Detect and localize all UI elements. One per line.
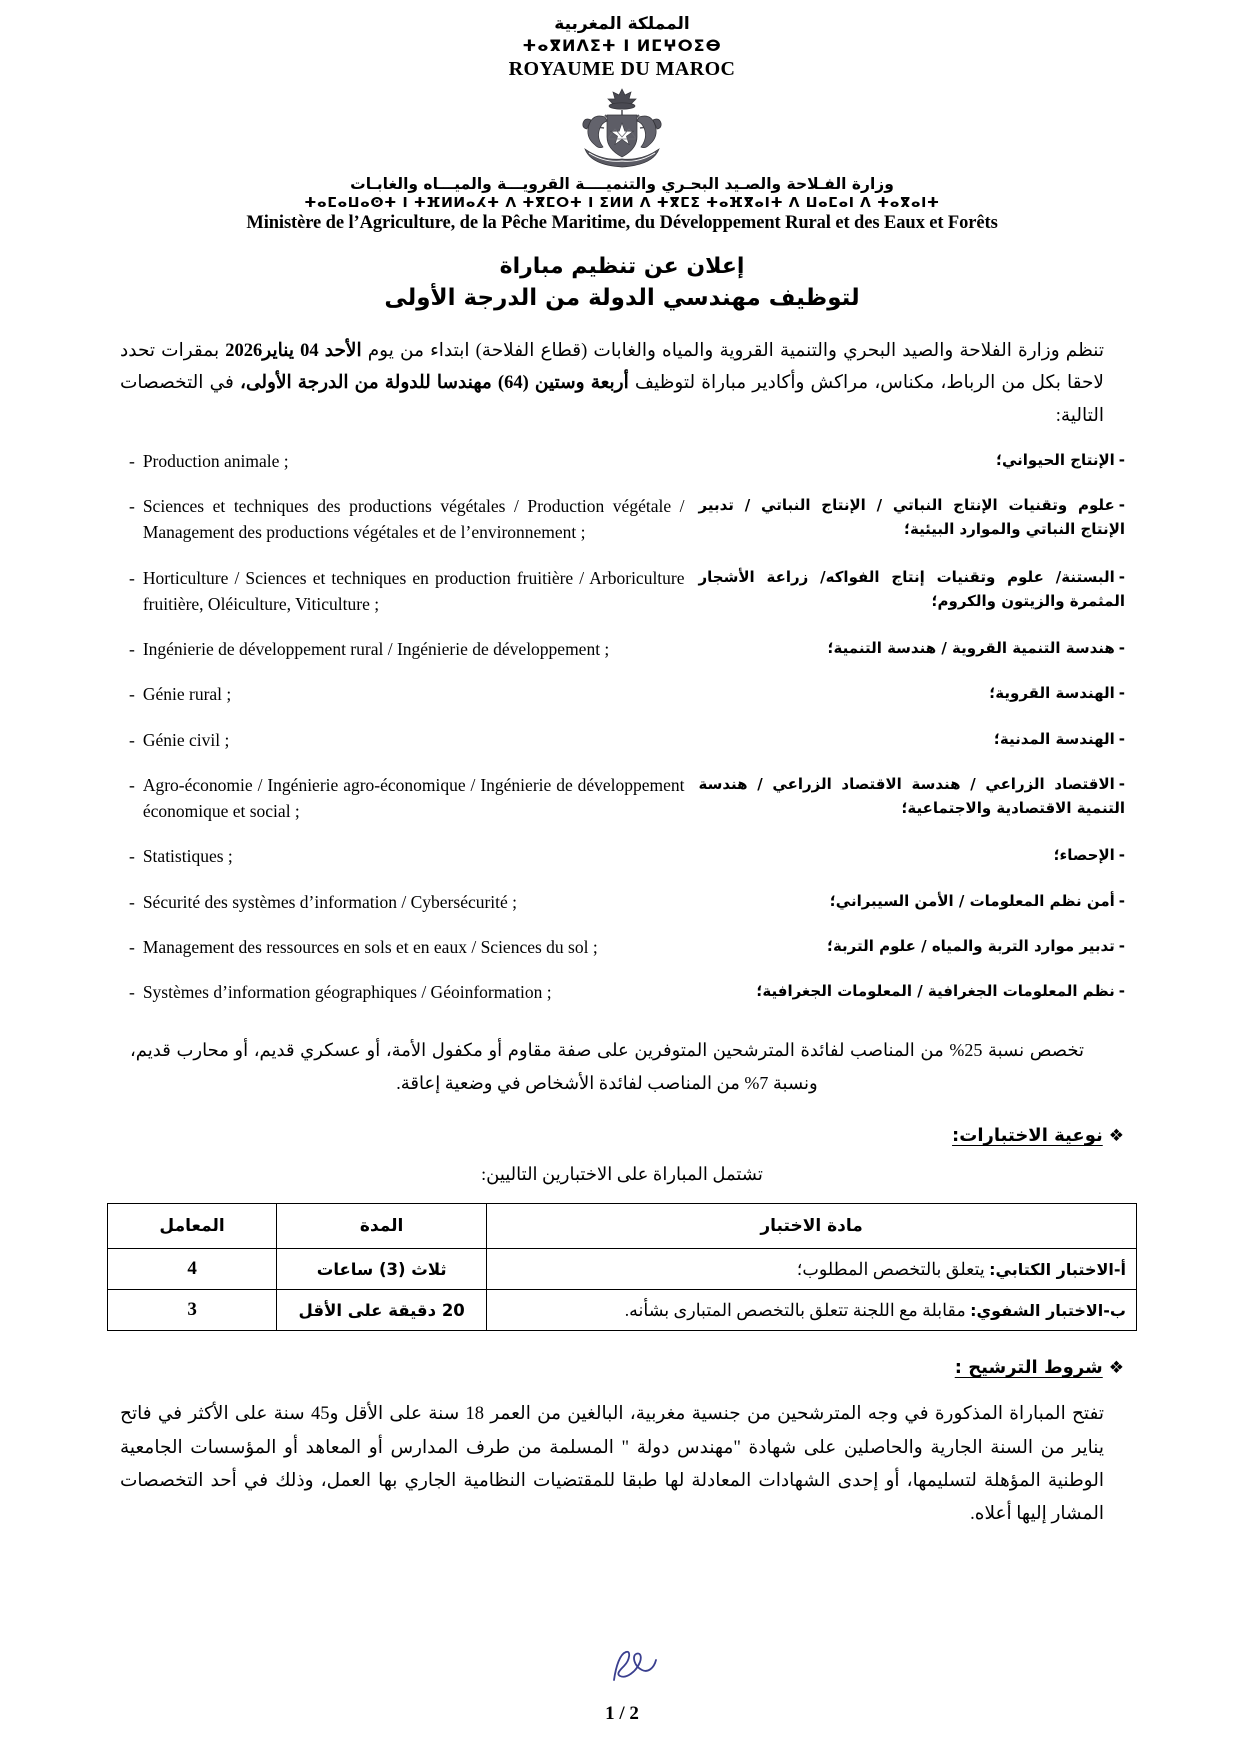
specialization-french — [111, 565, 695, 637]
specialization-row — [111, 889, 1133, 934]
cell-duration: 20 دقيقة على الأقل — [277, 1290, 487, 1331]
list-dash: - — [129, 450, 135, 471]
specialization-french — [111, 727, 695, 772]
exam-label: أ-الاختبار الكتابي: — [989, 1259, 1126, 1279]
specialization-french — [111, 493, 695, 565]
list-dash: - — [129, 982, 135, 1003]
specialization-arabic-text: البستنة/ علوم وتقنيات إنتاج الفواكه/ زراعة الأشجار المثمرة والزيتون والكروم؛ — [698, 567, 1125, 610]
table-row — [108, 1249, 1137, 1290]
specialization-arabic-text: هندسة التنمية القروية / هندسة التنمية؛ — [827, 639, 1115, 658]
specialization-arabic-text: علوم وتقنيات الإنتاج النباتي / الإنتاج النباتي / تدبير الإنتاج النباتي والموارد البيئية؛ — [698, 496, 1125, 539]
list-dash: - — [1118, 936, 1125, 955]
specialization-arabic — [695, 727, 1133, 772]
list-dash: - — [1118, 567, 1125, 586]
specialization-arabic-text: الإنتاج الحيواني؛ — [995, 450, 1115, 469]
list-dash: - — [1118, 729, 1125, 748]
list-dash: - — [129, 774, 135, 795]
specialization-row — [111, 565, 1133, 637]
specialization-french-text: Statistiques ; — [142, 846, 233, 867]
list-dash: - — [1118, 891, 1125, 910]
document-header — [0, 0, 1244, 234]
specialization-arabic — [695, 772, 1133, 844]
specialization-arabic-text: أمن نظم المعلومات / الأمن السيبراني؛ — [829, 891, 1115, 910]
cell-subject — [487, 1249, 1137, 1290]
specialization-french-text: Management des ressources en sols et en eaux / Sciences du sol ; — [142, 936, 598, 957]
specialization-french-text: Génie rural ; — [142, 684, 232, 705]
specialization-row — [111, 772, 1133, 844]
specialization-arabic-text: الهندسة المدنية؛ — [993, 729, 1115, 748]
specialization-arabic — [695, 979, 1133, 1024]
list-dash: - — [129, 639, 135, 660]
cell-coefficient: 3 — [108, 1290, 277, 1331]
specialization-french-text: Systèmes d’information géographiques / Géoinformation ; — [142, 982, 552, 1003]
exam-description: مقابلة مع اللجنة تتعلق بالتخصص المتبارى بشأنه. — [624, 1299, 971, 1320]
intro-date-bold: الأحد 04 يناير2026 — [225, 340, 362, 361]
specialization-row — [111, 979, 1133, 1024]
header-duration: المدة — [277, 1204, 487, 1249]
specialization-arabic — [695, 934, 1133, 979]
specialization-row — [111, 493, 1133, 565]
conditions-paragraph: تفتح المباراة المذكورة في وجه المترشحين من جنسية مغربية، البالغين من العمر 18 سنة على الأقل و45 سنة على الأكثر في فاتح يناير من السنة الجارية والحاصلين على شهادة "مهندس دولة " المسلمة من طرف المدارس أو المعاهد أو المؤسسات الجامعية الوطنية المؤهلة لتسليمها، أو إحدى الشهادات المعادلة لها طبقا للمقتضيات النظامية الجاري بها العمل، وذلك في أحد التخصصات المشار إليها أعلاه. — [120, 1404, 1104, 1525]
conditions-heading-text: شروط الترشيح : — [954, 1357, 1103, 1379]
specialization-french — [111, 681, 695, 726]
specialization-french-text: Horticulture / Sciences et techniques en production fruitière / Arboriculture fruitière, Oléiculture, Viticulture ; — [142, 567, 685, 614]
specialization-french-text: Génie civil ; — [142, 729, 230, 750]
specialization-french — [111, 636, 695, 681]
ministry-name-arabic: وزارة الفـلاحة والصـيد البحـري والتنميــــة القرويـــة والميـــاه والغابـات — [350, 174, 894, 193]
list-dash: - — [1118, 846, 1125, 865]
exams-table — [107, 1203, 1137, 1331]
ministry-name-french: Ministère de l’Agriculture, de la Pêche Maritime, du Développement Rural et des Eaux et Forêts — [246, 212, 998, 233]
quota-paragraph: تخصص نسبة 25% من المناصب لفائدة المترشحين المتوفرين على صفة مقاوم أو مكفول الأمة، أو عسكري قديم، أو محارب قديم، ونسبة 7% من المناصب لفائدة الأشخاص في وضعية إعاقة. — [130, 1040, 1084, 1093]
ministry-name-tifinagh: ⵜⴰⵎⴰⵡⴰⵙⵜ ⵏ ⵜⴼⵍⵍⴰⵃⵜ ⴷ ⵜⴳⵎⵔⵜ ⵏ ⵉⵍⵍ ⴷ ⵜⴳⵎⵉ ⵜⴰⴼⴳⴰⵏⵜ ⴷ ⵡⴰⵎⴰⵏ ⴷ ⵜⴰⴳⴰⵏⵜ — [304, 194, 940, 211]
specialization-row — [111, 934, 1133, 979]
diamond-bullet-icon: ❖ — [1108, 1126, 1124, 1147]
specialization-french-text: Ingénierie de développement rural / Ingénierie de développement ; — [142, 639, 610, 660]
specialization-arabic-text: نظم المعلومات الجغرافية / المعلومات الجغرافية؛ — [756, 982, 1115, 1001]
specialization-row — [111, 448, 1133, 493]
conditions-section-heading — [0, 1357, 1184, 1378]
specialization-row — [111, 636, 1133, 681]
specialization-arabic — [695, 889, 1133, 934]
specialization-arabic — [695, 681, 1133, 726]
cell-duration: ثلاث (3) ساعات — [277, 1249, 487, 1290]
page-number: 1 / 2 — [605, 1703, 639, 1724]
handwritten-signature-mark — [606, 1646, 666, 1686]
kingdom-name-french: ROYAUME DU MAROC — [508, 57, 736, 80]
list-dash: - — [1118, 774, 1125, 793]
announcement-title: إعلان عن تنظيم مباراة — [499, 253, 745, 279]
intro-text-2: بمقرات تحدد لاحقا بكل من الرباط، مكناس، مراكش وأكادير مباراة لتوظيف — [120, 340, 1104, 394]
specialization-arabic-text: الإحصاء؛ — [1053, 846, 1115, 865]
kingdom-name-tifinagh: ⵜⴰⴳⵍⴷⵉⵜ ⵏ ⵍⵎⵖⵔⵉⴱ — [522, 36, 722, 56]
specialization-french — [111, 843, 695, 888]
list-dash: - — [129, 496, 135, 517]
specialization-row — [111, 681, 1133, 726]
list-dash: - — [129, 891, 135, 912]
specialization-row — [111, 843, 1133, 888]
specialization-arabic-text: الهندسة القروية؛ — [989, 684, 1115, 703]
list-dash: - — [129, 936, 135, 957]
specializations-list — [111, 448, 1133, 1025]
specialization-row — [111, 727, 1133, 772]
list-dash: - — [129, 684, 135, 705]
exams-lead-line: تشتمل المباراة على الاختبارين التاليين: — [481, 1164, 763, 1185]
specialization-french — [111, 448, 695, 493]
specialization-french — [111, 772, 695, 844]
specialization-french — [111, 889, 695, 934]
specialization-french-text: Sciences et techniques des productions végétales / Production végétale / Management des productions végétales et de l’environnement ; — [142, 496, 685, 543]
specialization-french-text: Agro-économie / Ingénierie agro-économique / Ingénierie de développement économique et social ; — [142, 774, 685, 822]
exams-table-header-row — [108, 1204, 1137, 1249]
specialization-french — [111, 979, 695, 1024]
specialization-arabic — [695, 493, 1133, 565]
specialization-arabic-text: الاقتصاد الزراعي / هندسة الاقتصاد الزراعي / هندسة التنمية الاقتصادية والاجتماعية؛ — [698, 774, 1125, 817]
list-dash: - — [1118, 684, 1125, 703]
header-subject: مادة الاختبار — [487, 1204, 1137, 1249]
specialization-arabic — [695, 448, 1133, 493]
diamond-bullet-icon: ❖ — [1108, 1358, 1124, 1379]
list-dash: - — [129, 846, 135, 867]
intro-text-3: في التخصصات التالية: — [120, 373, 1104, 426]
specialization-french — [111, 934, 695, 979]
list-dash: - — [1118, 639, 1125, 658]
specialization-arabic — [695, 636, 1133, 681]
exams-heading-text: نوعية الاختبارات: — [952, 1125, 1103, 1147]
coat-of-arms-icon — [567, 87, 677, 171]
announcement-subtitle: لتوظيف مهندسي الدولة من الدرجة الأولى — [384, 284, 860, 311]
specialization-arabic — [695, 843, 1133, 888]
specialization-french-text: Production animale ; — [142, 450, 289, 471]
table-row — [108, 1290, 1137, 1331]
exam-description: يتعلق بالتخصص المطلوب؛ — [796, 1258, 990, 1279]
cell-coefficient: 4 — [108, 1249, 277, 1290]
list-dash: - — [1118, 496, 1125, 515]
kingdom-name-arabic: المملكة المغربية — [554, 14, 690, 34]
list-dash: - — [1118, 982, 1125, 1001]
exams-section-heading — [0, 1125, 1184, 1146]
specialization-arabic-text: تدبير موارد التربة والمياه / علوم التربة؛ — [826, 936, 1115, 955]
exam-label: ب-الاختبار الشفوي: — [970, 1300, 1126, 1320]
list-dash: - — [129, 567, 135, 588]
header-coefficient: المعامل — [108, 1204, 277, 1249]
specialization-french-text: Sécurité des systèmes d’information / Cybersécurité ; — [142, 891, 518, 912]
list-dash: - — [129, 729, 135, 750]
specialization-arabic — [695, 565, 1133, 637]
list-dash: - — [1118, 450, 1125, 469]
intro-count-bold: أربعة وستين (64) مهندسا للدولة من الدرجة الأولى، — [239, 373, 629, 394]
intro-text-1: تنظم وزارة الفلاحة والصيد البحري والتنمية القروية والمياه والغابات (قطاع الفلاحة) ابتداء من يوم — [361, 340, 1105, 361]
cell-subject — [487, 1290, 1137, 1331]
intro-paragraph — [120, 335, 1104, 432]
